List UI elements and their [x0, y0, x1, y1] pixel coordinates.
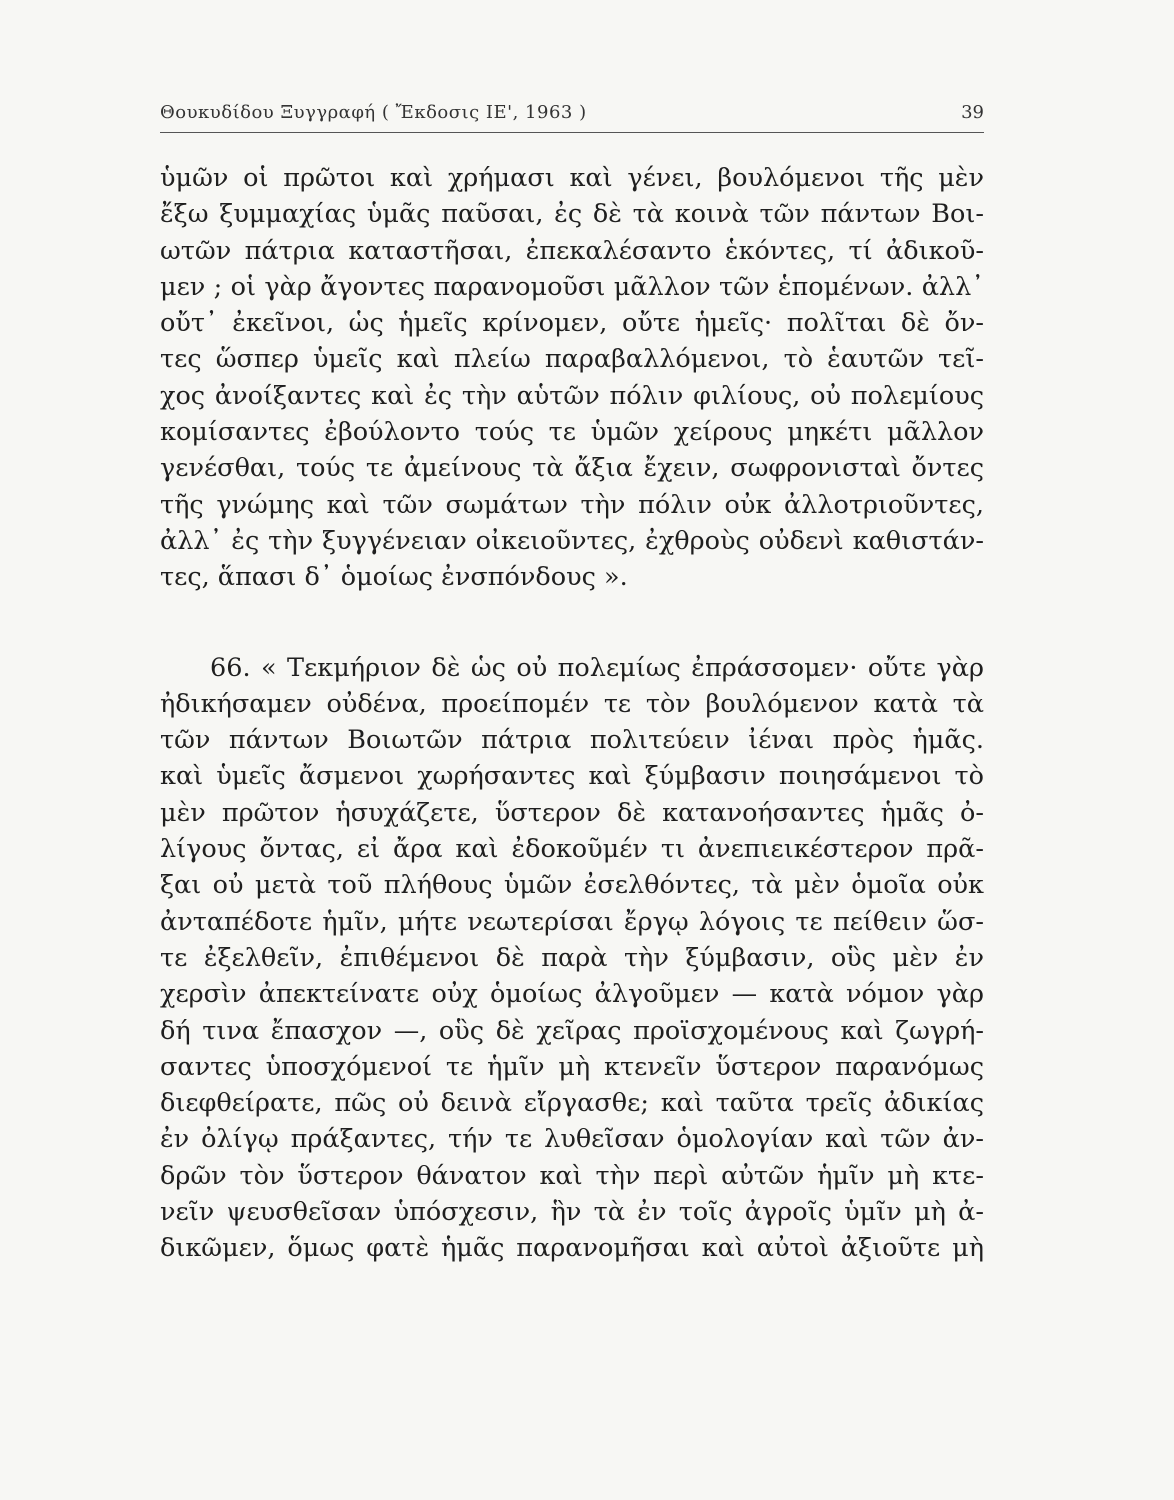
text-line: ἀλλ᾿ ἐς τὴν ξυγγένειαν οἰκειοῦντες, ἐχθροὺς οὐδενὶ καθιστάν-: [160, 525, 984, 556]
text-line: ὑμῶν οἱ πρῶτοι καὶ χρήμασι καὶ γένει, βουλόμενοι τῆς μὲν: [160, 163, 984, 193]
text-line: κομίσαντες ἐβούλοντο τούς τε ὑμῶν χείρους μηκέτι μᾶλλον: [160, 417, 984, 448]
text-line: δικῶμεν, ὅμως φατὲ ἡμᾶς παρανομῆσαι καὶ αὐτοὶ ἀξιοῦτε μὴ: [160, 1233, 984, 1264]
text-line: καὶ ὑμεῖς ἄσμενοι χωρήσαντες καὶ ξύμβασιν ποιησάμενοι τὸ: [160, 761, 984, 792]
page-number: 39: [961, 102, 984, 123]
text-line: χερσὶν ἀπεκτείνατε οὐχ ὁμοίως ἀλγοῦμεν — κατὰ νόμον γὰρ: [160, 979, 984, 1010]
text-line: σαντες ὑποσχόμενοί τε ἡμῖν μὴ κτενεῖν ὕστερον παρανόμως: [160, 1051, 984, 1082]
text-line: ἠδικήσαμεν οὐδένα, προείπομέν τε τὸν βουλόμενον κατὰ τὰ: [160, 688, 984, 719]
text-line: τῆς γνώμης καὶ τῶν σωμάτων τὴν πόλιν οὐκ ἀλλοτριοῦντες,: [160, 489, 984, 520]
text-line: νεῖν ψευσθεῖσαν ὑπόσχεσιν, ἣν τὰ ἐν τοῖς ἀγροῖς ὑμῖν μὴ ἀ-: [160, 1197, 984, 1228]
body-text: [160, 160, 984, 1267]
text-line: οὔτ᾿ ἐκεῖνοι, ὡς ἡμεῖς κρίνομεν, οὔτε ἡμεῖς· πολῖται δὲ ὄν-: [160, 308, 984, 339]
text-line: δρῶν τὸν ὕστερον θάνατον καὶ τὴν περὶ αὐτῶν ἡμῖν μὴ κτε-: [160, 1160, 984, 1191]
text-line: γενέσθαι, τούς τε ἀμείνους τὰ ἄξια ἔχειν, σωφρονισταὶ ὄντες: [160, 453, 984, 484]
text-line: τῶν πάντων Βοιωτῶν πάτρια πολιτεύειν ἰέναι πρὸς ἡμᾶς.: [160, 725, 984, 756]
running-header: [160, 96, 984, 133]
text-line: ἀνταπέδοτε ἡμῖν, μήτε νεωτερίσαι ἔργῳ λόγοις τε πείθειν ὥσ-: [160, 906, 984, 937]
text-line: δή τινα ἔπασχον —, οὓς δὲ χεῖρας προϊσχομένους καὶ ζωγρή-: [160, 1015, 984, 1046]
text-line: ἐν ὀλίγῳ πράξαντες, τήν τε λυθεῖσαν ὁμολογίαν καὶ τῶν ἀν-: [160, 1124, 984, 1155]
text-line: ἔξω ξυμμαχίας ὑμᾶς παῦσαι, ἐς δὲ τὰ κοινὰ τῶν πάντων Βοι-: [160, 199, 984, 230]
text-line: λίγους ὄντας, εἰ ἄρα καὶ ἐδοκοῦμέν τι ἀνεπιεικέστερον πρᾶ-: [160, 834, 984, 865]
text-line: διεφθείρατε, πῶς οὐ δεινὰ εἴργασθε; καὶ ταῦτα τρεῖς ἀδικίας: [160, 1088, 984, 1119]
text-line: χος ἀνοίξαντες καὶ ἐς τὴν αὑτῶν πόλιν φιλίους, οὐ πολεμίους: [160, 380, 984, 411]
paragraph-gap: [160, 596, 984, 650]
text-line: μεν ; οἱ γὰρ ἄγοντες παρανομοῦσι μᾶλλον τῶν ἑπομένων. ἀλλ᾿: [160, 271, 984, 302]
paragraph-continued: [160, 160, 984, 596]
text-line: μὲν πρῶτον ἡσυχάζετε, ὕστερον δὲ κατανοήσαντες ἡμᾶς ὀ-: [160, 797, 984, 828]
text-line: ξαι οὐ μετὰ τοῦ πλήθους ὑμῶν ἐσελθόντες, τὰ μὲν ὁμοῖα οὐκ: [160, 870, 984, 901]
text-line: τες, ἅπασι δ᾿ ὁμοίως ἐνσπόνδους ».: [160, 562, 628, 593]
paragraph-chapter-66: [160, 650, 984, 1267]
text-line: ωτῶν πάτρια καταστῆσαι, ἐπεκαλέσαντο ἑκόντες, τί ἀδικοῦ-: [160, 235, 984, 266]
text-line: τες ὥσπερ ὑμεῖς καὶ πλείω παραβαλλόμενοι, τὸ ἑαυτῶν τεῖ-: [160, 344, 984, 375]
text-line: τε ἐξελθεῖν, ἐπιθέμενοι δὲ παρὰ τὴν ξύμβασιν, οὓς μὲν ἐν: [160, 942, 984, 973]
running-header-title: Θουκυδίδου Ξυγγραφή ( Ἔκδοσις ΙΕ', 1963 ): [160, 102, 587, 123]
text-line: 66. « Τεκμήριον δὲ ὡς οὐ πολεμίως ἐπράσσομεν· οὔτε γὰρ: [210, 652, 984, 683]
